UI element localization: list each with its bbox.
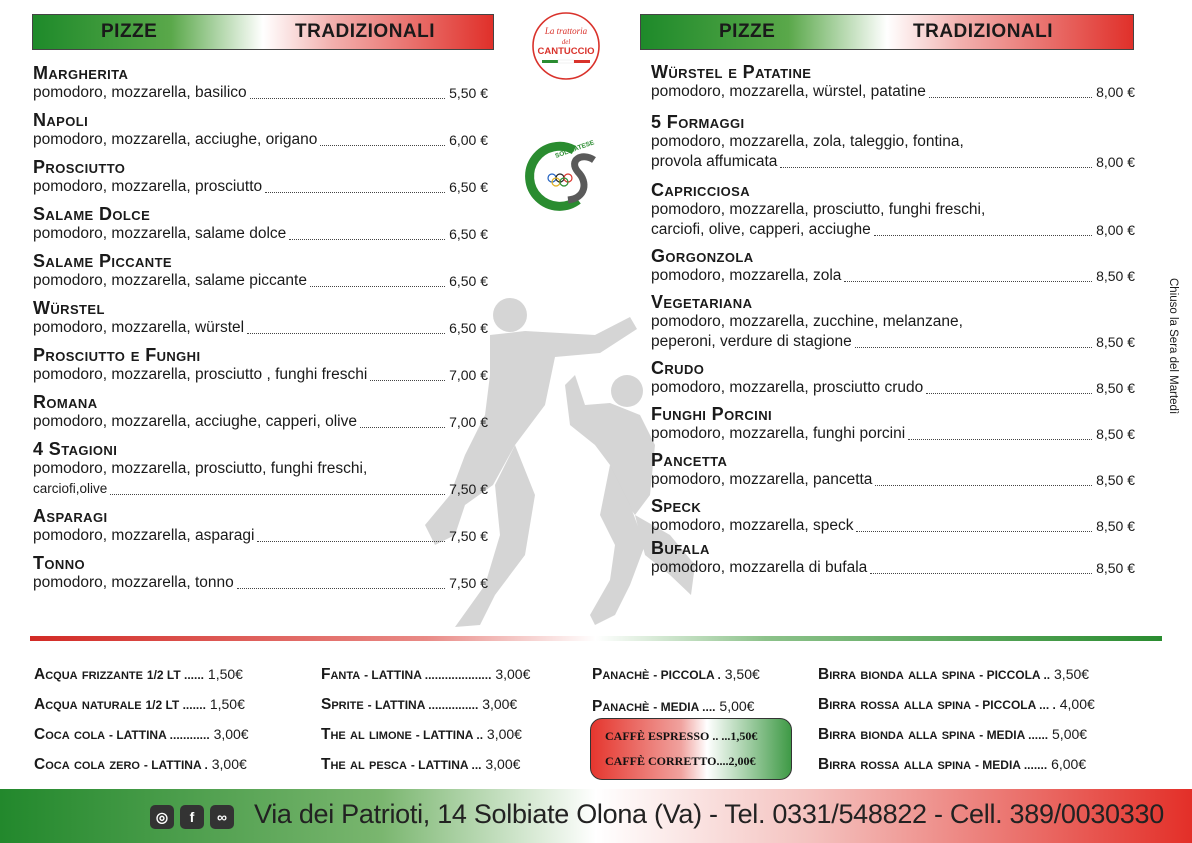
pizza-desc: pomodoro, mozzarella di bufala [651,559,868,576]
pizza-desc-row [33,83,488,103]
leader-dots [875,485,1092,486]
social-icons [150,805,234,829]
pizza-desc: pomodoro, mozzarella, funghi porcini [651,425,906,442]
drink-size: - MEDIA .... [653,700,716,714]
drink-price: 5,00€ [719,698,755,714]
pizza-item [33,298,488,338]
pizza-price: 7,00 € [449,367,488,383]
pizza-price: 8,50 € [1096,334,1135,350]
coffee-box [590,718,792,780]
pizza-price: 6,50 € [449,179,488,195]
leader-dots [237,588,445,589]
drink-size: - PICCOLA ... . [974,698,1056,712]
instagram-icon[interactable]: ◎ [150,805,174,829]
drink-size: - MEDIA ...... [979,728,1049,742]
leader-dots [370,380,445,381]
drink-price: 3,00€ [495,666,531,682]
drink-price: 1,50€ [209,696,245,712]
header-right [640,14,1134,50]
pizza-item [651,496,1135,536]
tricolor-divider [30,636,1162,641]
drink-price: 3,00€ [486,726,522,742]
leader-dots [929,97,1092,98]
pizza-item [33,204,488,244]
drink-item [321,752,530,782]
drink-name: Coca cola zero [34,756,140,773]
pizza-item [651,292,1135,352]
pizza-desc-row [33,318,488,338]
drink-size: 1/2 LT ...... [146,668,205,682]
closed-note [1163,278,1183,438]
drinks-column-3 [592,662,760,724]
pizza-price: 7,00 € [449,414,488,430]
pizza-desc-row [651,152,1135,172]
pizza-price: 8,50 € [1096,380,1135,396]
pizza-item [651,450,1135,490]
pizza-item [33,392,488,432]
pizza-name: Salame Piccante [33,251,173,271]
drink-price: 4,00€ [1059,696,1095,712]
pizza-name: 5 Formaggi [651,112,745,132]
pizza-name: Funghi Porcini [651,404,772,424]
pizza-item [33,157,488,197]
header-word-pizze: PIZZE [101,21,158,42]
drink-price: 3,50€ [1054,666,1090,682]
pizza-name: 4 Stagioni [33,439,118,459]
leader-dots [926,393,1092,394]
pizza-item [33,506,488,546]
pizza-item [651,246,1135,286]
leader-dots [360,427,445,428]
drink-item [321,722,530,752]
pizza-item [651,358,1135,398]
pizza-name: Gorgonzola [651,246,754,266]
pizza-item [651,180,1135,240]
leader-dots [110,494,445,495]
pizza-desc-row [651,220,1135,240]
drink-name: Birra rossa alla spina [818,696,972,713]
pizza-price: 8,50 € [1096,472,1135,488]
pizza-item [651,62,1135,102]
pizza-desc: pomodoro, mozzarella, basilico [33,84,247,101]
leader-dots [265,192,445,193]
pizza-desc: pomodoro, mozzarella, speck [651,517,854,534]
coffee-espresso: CAFFÈ ESPRESSO .. ...1,50€ [605,729,758,743]
drink-size: - LATTINA ............ [109,728,210,742]
drink-size: - PICCOLA .. [979,668,1051,682]
drink-item [592,662,760,692]
drink-size: - PICCOLA . [653,668,721,682]
closed-note-text: Chiuso la Sera del Martedì [1167,278,1179,415]
pizza-name: Vegetariana [651,292,753,312]
pizza-price: 6,50 € [449,273,488,289]
pizza-name: Prosciutto [33,157,126,177]
leader-dots [908,439,1092,440]
drink-price: 3,00€ [211,756,247,772]
pizza-desc: pomodoro, mozzarella, würstel, patatine [651,83,926,100]
pizza-price: 8,50 € [1096,426,1135,442]
drink-price: 3,00€ [213,726,249,742]
header-word-tradizionali: TRADIZIONALI [913,21,1054,42]
drink-price: 3,00€ [482,696,518,712]
pizza-name: Speck [651,496,702,516]
pizza-name: Würstel e Patatine [651,62,812,82]
pizza-price: 7,50 € [449,575,488,591]
drink-item [818,692,1095,722]
pizza-name: Pancetta [651,450,728,470]
leader-dots [320,145,445,146]
logo-line2: del [561,38,571,46]
drink-size: 1/2 LT ....... [145,698,206,712]
pizza-price: 7,50 € [449,481,488,497]
pizza-price: 8,00 € [1096,84,1135,100]
pizza-desc-line1: pomodoro, mozzarella, prosciutto, funghi freschi, [33,460,368,477]
pizza-list-left [33,63,488,600]
logo-line1: La trattoria [544,26,588,36]
drink-name: Birra rossa alla spina [818,756,972,773]
pizza-desc-row [651,266,1135,286]
leader-dots [780,167,1092,168]
drink-item [818,752,1095,782]
pizza-item [651,404,1135,444]
pizza-desc-row [33,271,488,291]
drink-name: Fanta [321,666,361,683]
footer-address: Via dei Patrioti, 14 Solbiate Olona (Va) - Tel. 0331/548822 - Cell. 389/0030330 [254,799,1164,829]
pizza-name: Margherita [33,63,129,83]
drink-size: - LATTINA ............... [367,698,479,712]
drink-item [34,722,249,752]
leader-dots [874,235,1092,236]
pizza-desc-row [651,332,1135,352]
pizza-price: 6,50 € [449,320,488,336]
leader-dots [310,286,445,287]
pizza-desc: pomodoro, mozzarella, prosciutto [33,178,263,195]
leader-dots [247,333,445,334]
pizza-name: Salame Dolce [33,204,151,224]
pizza-desc-row [651,470,1135,490]
pizza-name: Prosciutto e Funghi [33,345,201,365]
header-word-pizze: PIZZE [719,21,776,42]
pizza-list-right [651,62,1135,584]
leader-dots [250,98,445,99]
drink-name: Birra bionda alla spina [818,666,976,683]
pizza-desc-row [33,130,488,150]
drink-price: 6,00€ [1051,756,1087,772]
drink-size: - LATTINA .................... [364,668,492,682]
pizza-name: Napoli [33,110,89,130]
drink-name: Birra bionda alla spina [818,726,976,743]
leader-dots [855,347,1092,348]
pizza-desc: carciofi,olive [33,481,108,496]
pizza-desc: pomodoro, mozzarella, salame piccante [33,272,307,289]
pizza-item [33,439,488,499]
leader-dots [844,281,1092,282]
drink-price: 3,50€ [724,666,760,682]
pizza-item [33,110,488,150]
pizza-price: 8,50 € [1096,518,1135,534]
pizza-desc-line1: pomodoro, mozzarella, zola, taleggio, fontina, [651,133,964,150]
header-word-tradizionali: TRADIZIONALI [295,21,436,42]
pizza-desc: pomodoro, mozzarella, asparagi [33,527,255,544]
drink-size: - LATTINA . [143,758,208,772]
pizza-desc: pomodoro, mozzarella, würstel [33,319,245,336]
pizza-name: Bufala [651,538,710,558]
pizza-name: Capricciosa [651,180,751,200]
drink-item [321,692,530,722]
pizza-desc: carciofi, olive, capperi, acciughe [651,221,871,238]
pizza-price: 6,00 € [449,132,488,148]
header-left [32,14,494,50]
leader-dots [870,573,1092,574]
pizza-desc: pomodoro, mozzarella, prosciutto crudo [651,379,924,396]
trattoria-logo [530,10,602,82]
pizza-desc: pomodoro, mozzarella, salame dolce [33,225,287,242]
drink-size: - LATTINA ... [410,758,482,772]
pizza-desc: provola affumicata [651,153,778,170]
drink-name: Coca cola [34,726,106,743]
pizza-price: 6,50 € [449,226,488,242]
drink-size: - MEDIA ....... [974,758,1048,772]
pizza-desc-row [33,412,488,432]
pizza-price: 8,00 € [1096,154,1135,170]
pizza-name: Romana [33,392,98,412]
drink-name: Acqua frizzante [34,666,143,683]
pizza-desc-row [651,82,1135,102]
logo-line3: CANTUCCIO [537,46,595,57]
drink-item [34,662,249,692]
pizza-item [33,251,488,291]
drinks-column-2 [321,662,530,782]
drink-name: Sprite [321,696,364,713]
pizza-desc-line1: pomodoro, mozzarella, prosciutto, funghi freschi, [651,201,986,218]
pizza-desc: pomodoro, mozzarella, pancetta [651,471,873,488]
pizza-desc: pomodoro, mozzarella, zola [651,267,842,284]
drink-name: The al limone [321,726,412,743]
pizza-price: 7,50 € [449,528,488,544]
pizza-desc: peperoni, verdure di stagione [651,333,852,350]
pizza-item [33,553,488,593]
pizza-item [33,345,488,385]
drink-item [321,662,530,692]
facebook-icon[interactable]: f [180,805,204,829]
pizza-name: Asparagi [33,506,108,526]
pizza-price: 8,00 € [1096,222,1135,238]
pizza-name: Crudo [651,358,705,378]
drink-item [34,752,249,782]
pizza-name: Tonno [33,553,85,573]
drinks-column-4 [818,662,1095,782]
drink-name: The al pesca [321,756,407,773]
club-logo-text: SOLBIATESE [554,139,596,160]
pizza-item [651,112,1135,172]
drink-size: - LATTINA .. [415,728,484,742]
pizza-name: Würstel [33,298,105,318]
pizza-desc-row [651,424,1135,444]
drink-name: Panachè [592,666,650,683]
pizza-desc-row [651,378,1135,398]
pizza-desc: pomodoro, mozzarella, tonno [33,574,234,591]
drinks-column-1 [34,662,249,782]
pizza-desc: pomodoro, mozzarella, prosciutto , funghi freschi [33,366,368,383]
drink-item [34,692,249,722]
pizza-price: 8,50 € [1096,268,1135,284]
drink-price: 1,50€ [207,666,243,682]
drink-name: Panachè [592,698,650,715]
leader-dots [257,541,445,542]
pizza-desc-row [33,224,488,244]
drink-item [818,722,1095,752]
drink-price: 5,00€ [1052,726,1088,742]
coffee-corretto: CAFFÈ CORRETTO....2,00€ [605,754,756,768]
pizza-desc: pomodoro, mozzarella, acciughe, capperi, olive [33,413,357,430]
drink-name: Acqua naturale [34,696,142,713]
tripadvisor-icon[interactable]: ∞ [210,805,234,829]
pizza-desc-row [33,479,488,499]
pizza-desc-row [33,177,488,197]
pizza-desc-row [33,573,488,593]
leader-dots [289,239,445,240]
pizza-desc-row [33,526,488,546]
pizza-price: 5,50 € [449,85,488,101]
footer [0,789,1192,843]
pizza-item [33,63,488,103]
drink-item [818,662,1095,692]
pizza-item [651,538,1135,578]
pizza-desc-row [651,558,1135,578]
pizza-desc: pomodoro, mozzarella, acciughe, origano [33,131,318,148]
drink-price: 3,00€ [485,756,521,772]
pizza-desc-row [651,516,1135,536]
club-logo [522,138,612,218]
pizza-desc-line1: pomodoro, mozzarella, zucchine, melanzane, [651,313,963,330]
leader-dots [856,531,1092,532]
pizza-desc-row [33,365,488,385]
pizza-price: 8,50 € [1096,560,1135,576]
